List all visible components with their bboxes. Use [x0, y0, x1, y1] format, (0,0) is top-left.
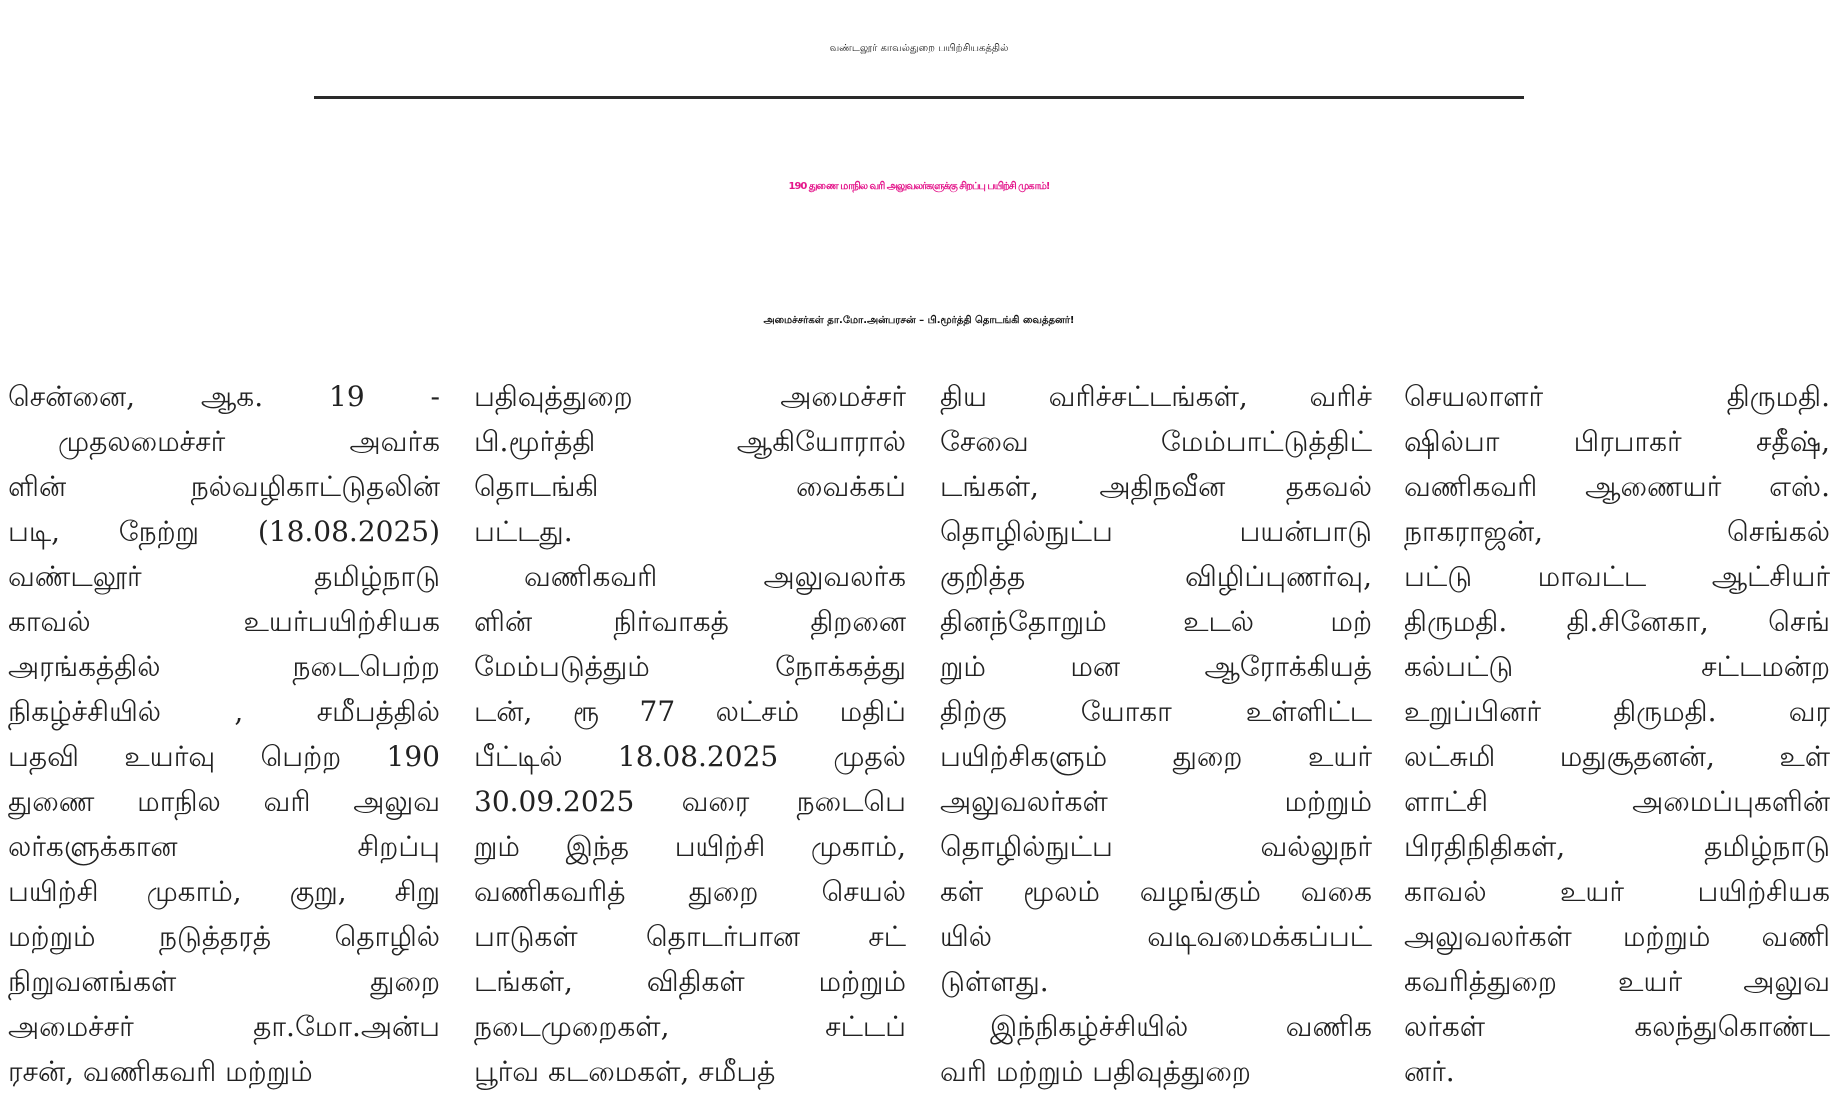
article-body [0, 374, 1838, 1088]
article-line: ளாட்சி அமைப்புகளின் [1404, 785, 1830, 818]
article-line: திற்கு யோகா உள்ளிட்ட [940, 695, 1372, 728]
article-line: ஷில்பா பிரபாகர் சதீஷ், [1404, 425, 1830, 458]
article-line: அலுவலர்கள் மற்றும் [940, 785, 1372, 818]
article-line: அலுவலர்கள் மற்றும் வணி [1404, 920, 1830, 953]
article-line: வணிகவரித் துறை செயல் [474, 875, 906, 908]
article-line: தினந்தோறும் உடல் மற் [940, 605, 1372, 638]
article-line: பயிற்சிகளும் துறை உயர் [940, 740, 1372, 773]
article-line: படி, நேற்று (18.08.2025) [8, 515, 440, 548]
article-line: லர்கள் கலந்துகொண்ட [1404, 1010, 1830, 1043]
article-line: துணை மாநில வரி அலுவ [8, 785, 440, 818]
article-line: செயலாளர் திருமதி. [1404, 380, 1830, 413]
article-line: காவல் உயர்பயிற்சியக [8, 605, 440, 638]
article-line: பட்டது. [474, 515, 573, 548]
article-line: நாகராஜன், செங்கல் [1404, 515, 1830, 548]
article-line: சேவை மேம்பாட்டுத்திட் [940, 425, 1372, 458]
article-line: பாடுகள் தொடர்பான சட் [474, 920, 906, 953]
article-line: பதவி உயர்வு பெற்ற 190 [8, 740, 440, 773]
article-line: பூர்வ கடமைகள், சமீபத் [474, 1055, 776, 1088]
article-line: பீட்டில் 18.08.2025 முதல் [474, 740, 906, 773]
article-line: நிகழ்ச்சியில் , சமீபத்தில் [8, 695, 440, 728]
article-line: கல்பட்டு சட்டமன்ற [1404, 650, 1830, 683]
article-line: டன், ரூ 77 லட்சம் மதிப் [474, 695, 906, 728]
article-line: நிறுவனங்கள் துறை [8, 965, 440, 998]
article-line: மேம்படுத்தும் நோக்கத்து [474, 650, 906, 683]
article-line: பிரதிநிதிகள், தமிழ்நாடு [1404, 830, 1830, 863]
article-line: லட்சுமி மதுசூதனன், உள் [1404, 740, 1830, 773]
article-line: உறுப்பினர் திருமதி. வர [1404, 695, 1830, 728]
sub-headline: அமைச்சர்கள் தா.மோ.அன்பரசன் – பி.மூர்த்தி தொடங்கி வைத்தனர்! [763, 315, 1075, 326]
article-line: திருமதி. தி.சினேகா, செங் [1404, 605, 1830, 638]
article-line: றும் இந்த பயிற்சி முகாம், [474, 830, 906, 863]
kicker-headline: வண்டலூர் காவல்துறை பயிற்சியகத்தில் [829, 43, 1009, 54]
article-line: னர். [1404, 1055, 1455, 1088]
article-line: திய வரிச்சட்டங்கள், வரிச் [940, 380, 1372, 413]
article-line: 30.09.2025 வரை நடைபெ [474, 785, 906, 818]
article-line: டங்கள், அதிநவீன தகவல் [940, 470, 1372, 503]
article-line: தொழில்நுட்ப பயன்பாடு [940, 515, 1372, 548]
article-line: ரசன், வணிகவரி மற்றும் [8, 1055, 313, 1088]
article-line: அமைச்சர் தா.மோ.அன்ப [8, 1010, 440, 1043]
article-line: இந்நிகழ்ச்சியில் வணிக [990, 1010, 1372, 1043]
article-column-1 [8, 374, 440, 1088]
article-line: ளின் நிர்வாகத் திறனை [474, 605, 906, 638]
article-line: டுள்ளது. [940, 965, 1049, 998]
article-line: றும் மன ஆரோக்கியத் [940, 650, 1372, 683]
article-line: குறித்த விழிப்புணர்வு, [940, 560, 1372, 593]
article-line: தொழில்நுட்ப வல்லுநர் [940, 830, 1372, 863]
article-line: டங்கள், விதிகள் மற்றும் [474, 965, 906, 998]
article-line: அரங்கத்தில் நடைபெற்ற [8, 650, 440, 683]
kicker-underline [314, 96, 1524, 99]
article-line: பதிவுத்துறை அமைச்சர் [474, 380, 906, 413]
article-line: தொடங்கி வைக்கப் [474, 470, 906, 503]
article-line: கவரித்துறை உயர் அலுவ [1404, 965, 1830, 998]
article-line: வணிகவரி அலுவலர்க [524, 560, 906, 593]
article-line: கள் மூலம் வழங்கும் வகை [940, 875, 1372, 908]
article-line: லர்களுக்கான சிறப்பு [8, 830, 440, 863]
article-line: சென்னை, ஆக. 19 - [8, 380, 440, 413]
article-column-3 [940, 374, 1372, 1088]
article-line: முதலமைச்சர் அவர்க [58, 425, 440, 458]
article-line: மற்றும் நடுத்தரத் தொழில் [8, 920, 440, 953]
article-column-4 [1404, 374, 1830, 1088]
article-line: வணிகவரி ஆணையர் எஸ். [1404, 470, 1830, 503]
article-line: பயிற்சி முகாம், குறு, சிறு [8, 875, 440, 908]
main-headline: 190 துணை மாநில வரி அலுவலர்களுக்கு சிறப்பு பயிற்சி முகாம்! [788, 181, 1050, 192]
article-line: யில் வடிவமைக்கப்பட் [940, 920, 1372, 953]
article-line: வரி மற்றும் பதிவுத்துறை [940, 1055, 1251, 1088]
article-line: பட்டு மாவட்ட ஆட்சியர் [1404, 560, 1830, 593]
article-column-2 [474, 374, 906, 1088]
article-line: ளின் நல்வழிகாட்டுதலின் [8, 470, 440, 503]
article-line: காவல் உயர் பயிற்சியக [1404, 875, 1830, 908]
article-line: வண்டலூர் தமிழ்நாடு [8, 560, 440, 593]
article-line: பி.மூர்த்தி ஆகியோரால் [474, 425, 906, 458]
article-line: நடைமுறைகள், சட்டப் [474, 1010, 906, 1043]
